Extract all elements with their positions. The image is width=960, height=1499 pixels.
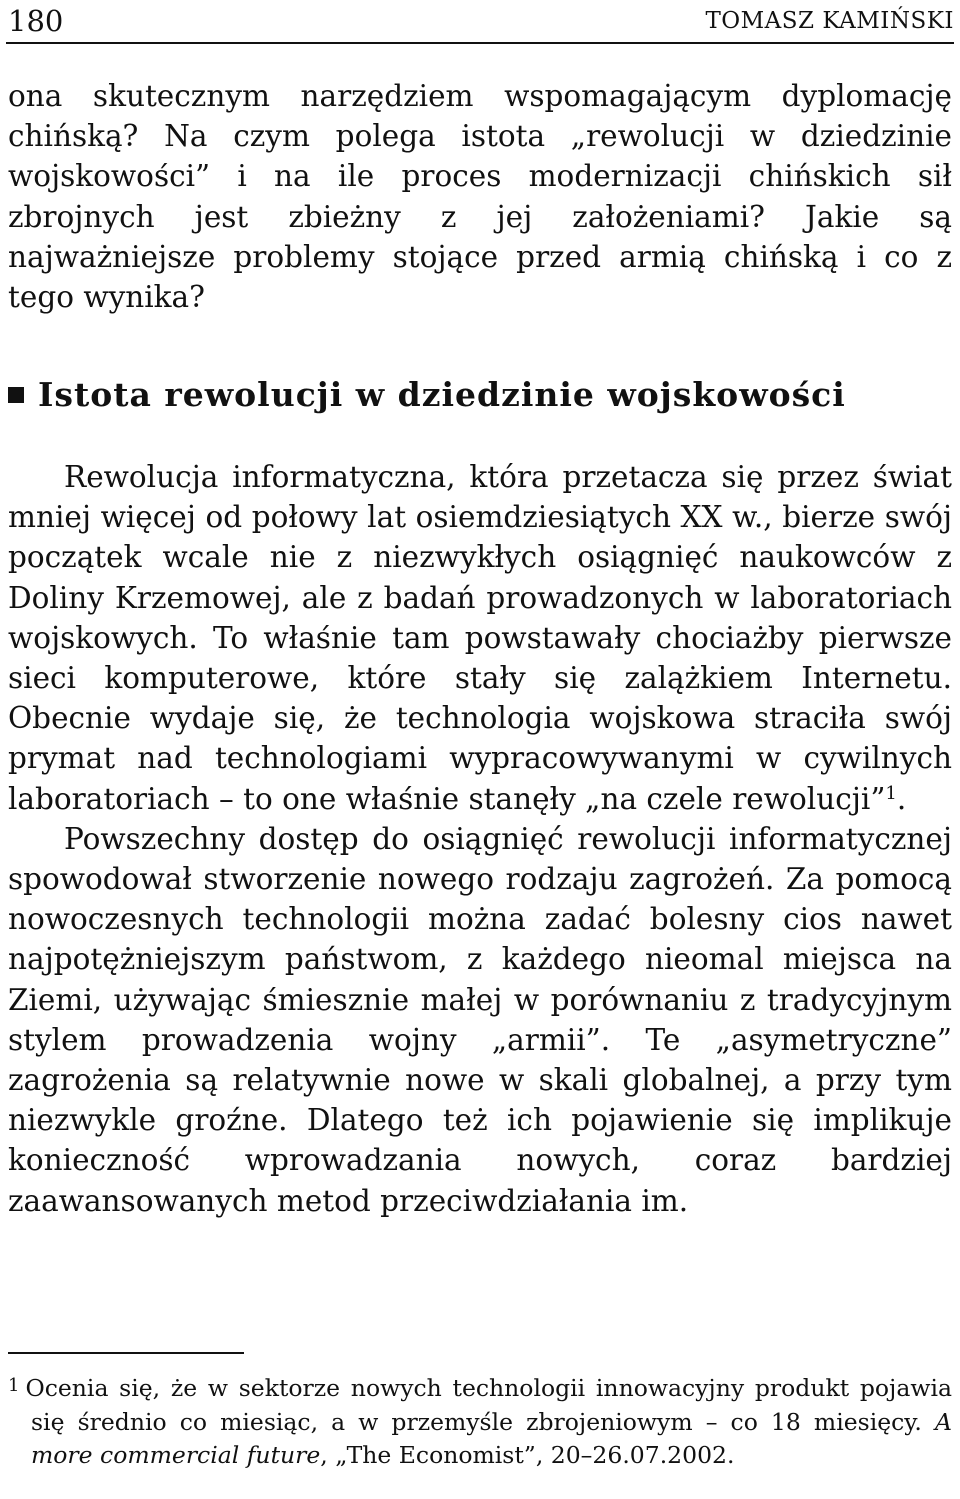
body-paragraph-1-text: Rewolucja informatyczna, która przetacza się przez świat mniej więcej od połowy lat osiemdziesiątych XX w., bierze swój początek wcale nie z niezwykłych osiągnięć naukowców z Doliny Krzemowej, ale z badań prowadzonych w laboratoriach wojskowych. To właśnie tam powstawały chociażby pierwsze sieci komputerowe, które stały się zalążkiem Internetu. Obecnie wydaje się, że technologia wojskowa straciła swój prymat nad technologiami wypracowywanymi w cywilnych laboratoriach – to one właśnie stanęły „na czele rewolucji”: [8, 460, 952, 816]
square-bullet-icon: [8, 387, 24, 403]
footnote-reference[interactable]: 1: [885, 782, 897, 804]
page-number: 180: [8, 4, 64, 38]
footnote-divider: [8, 1352, 244, 1354]
footnote-text-before: Ocenia się, że w sektorze nowych technologii innowacyjny produkt pojawia się średnio co miesiąc, a w przemyśle zbrojeniowym – co 18 miesięcy.: [25, 1374, 952, 1436]
body-paragraph-1-end: .: [896, 781, 907, 816]
body-paragraph-1: [8, 457, 952, 819]
body-paragraph-2: Powszechny dostęp do osiągnięć rewolucji informatycznej spowodował stworzenie nowego rodzaju zagrożeń. Za pomocą nowoczesnych technologii można zadać bolesny cios nawet najpotężniejszym państwom, z każdego nieomal miejsca na Ziemi, używając śmiesznie małej w porównaniu z tradycyjnym stylem prowadzenia wojny „armii”. Te „asymetryczne” zagrożenia są relatywnie nowe w skali globalnej, a przy tym niezwykle groźne. Dlatego też ich pojawienie się implikuje konieczność wprowadzania nowych, coraz bardziej zaawansowanych metod przeciwdziałania im.: [8, 821, 952, 1218]
footnote: [8, 1369, 952, 1473]
footnote-mark: 1: [8, 1375, 20, 1396]
footnote-italic-title: A more commercial future: [31, 1407, 952, 1469]
running-head: TOMASZ KAMIŃSKI: [705, 8, 954, 34]
section-heading-text: Istota rewolucji w dziedzinie wojskowości: [38, 375, 846, 414]
intro-paragraph: ona skutecznym narzędziem wspomagającym dyplomację chińską? Na czym polega istota „rewolucji w dziedzinie wojskowości” i na ile proces modernizacji chińskich sił zbrojnych jest zbieżny z jej założeniami? Jakie są najważniejsze problemy stojące przed armią chińską i co z tego wynika?: [8, 79, 952, 315]
page-header: [6, 0, 954, 44]
section-body: [8, 457, 952, 1221]
footnote-text-after: , „The Economist”, 20–26.07.2002.: [320, 1441, 735, 1469]
section-heading: [8, 375, 952, 414]
